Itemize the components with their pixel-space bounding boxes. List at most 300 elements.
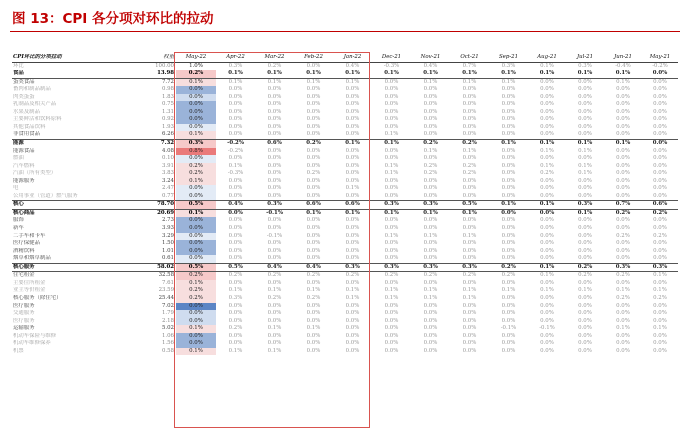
value-cell: 0.1% [267,287,282,294]
value-cell: 0.0% [267,185,282,192]
may-22-cell: 0.0% [176,217,216,225]
value-cell: 0.0% [653,123,667,130]
value-cell: 0.0% [501,232,516,239]
value-cell: 0.1% [566,70,604,78]
value-cell: 0.0% [267,116,282,123]
value-cell: 0.0% [566,193,604,201]
may-22-cell: 1.0% [189,62,203,69]
value-cell: 0.1% [228,287,243,294]
value-cell: 0.0% [267,225,282,232]
may-22-cell: 0.0% [176,86,216,94]
value-cell: 0.0% [578,302,592,309]
row-weight: 7.02 [161,302,174,309]
value-cell: 0.2% [228,325,243,332]
value-cell: 0.1% [306,325,321,332]
may-22-cell: 0.5% [176,263,216,272]
value-cell: 0.1% [540,287,554,294]
row-label: 核心商品 [13,209,35,216]
table-row [12,163,678,171]
value-cell: 0.0% [306,93,321,100]
table-row [12,94,678,102]
month-header: Jan-22 [333,54,372,62]
value-cell: 0.1% [462,78,477,85]
value-cell: 0.3% [411,201,450,210]
row-label: 业主等价租金 [13,287,46,294]
value-cell: 0.0% [501,302,516,309]
may-22-cell: 0.0% [176,233,216,241]
row-label: 机动车维修保养 [13,340,51,347]
value-cell: 0.3% [642,263,678,272]
value-cell: 0.0% [423,225,438,232]
value-cell: 0.0% [306,217,321,224]
value-cell: 0.0% [616,170,630,177]
value-cell: 0.0% [267,101,282,108]
row-weight: 3.24 [161,177,174,184]
may-22-cell: 0.0% [176,94,216,102]
value-cell: 0.0% [345,177,360,184]
table-row [12,225,678,233]
value-cell: 0.0% [578,86,592,93]
value-cell: 0.0% [423,217,438,224]
value-cell: 0.0% [501,116,516,123]
value-cell: 0.0% [540,232,554,239]
value-cell: 0.0% [501,279,516,286]
may-22-cell: 0.0% [176,185,216,193]
value-cell: 0.0% [540,108,554,115]
value-cell: 0.0% [528,193,566,201]
row-label: 畜肉和制品制品 [13,86,51,93]
may-22-cell: 0.0% [176,155,216,163]
month-header: Mar-22 [255,54,294,62]
may-22-cell: 0.1% [176,78,216,86]
value-cell: 0.0% [616,108,630,115]
figure-title: 图 13：CPI 各分项对环比的拉动 [12,11,214,27]
value-cell: 0.0% [267,247,282,254]
value-cell: 0.0% [616,162,630,169]
value-cell: 0.0% [384,347,399,354]
row-label: 服饰 [13,217,24,224]
may-22-cell: 0.0% [176,255,216,263]
row-weight: 7.72 [161,78,174,85]
table-row [12,263,678,272]
value-cell: 0.0% [345,147,360,154]
value-cell: 0.0% [216,193,255,201]
value-cell: 0.0% [423,279,438,286]
value-cell: 0.0% [345,225,360,232]
value-cell: 0.0% [423,325,438,332]
value-cell: 0.3% [372,263,411,272]
value-cell: 0.3% [255,201,294,210]
value-cell: 0.0% [462,247,477,254]
value-cell: 0.0% [462,340,477,347]
value-cell: 0.0% [501,340,516,347]
value-cell: 0.0% [345,279,360,286]
value-cell: 0.0% [653,177,667,184]
value-cell: 0.2% [306,140,321,147]
row-weight: 32.58 [158,272,174,279]
value-cell: 0.0% [423,177,438,184]
value-cell: 0.0% [345,108,360,115]
row-weight: 25.44 [158,294,174,301]
value-cell: 0.6% [642,201,678,210]
value-cell: -0.2% [652,62,668,69]
value-cell: 0.0% [653,162,667,169]
value-cell: 0.0% [411,193,450,201]
value-cell: 0.0% [462,302,477,309]
value-cell: 0.0% [423,347,438,354]
value-cell: 0.1% [423,147,438,154]
value-cell: 0.0% [345,240,360,247]
value-cell: 0.1% [345,294,360,301]
value-cell: 0.0% [578,232,592,239]
value-cell: 0.0% [501,86,516,93]
value-cell: 0.0% [267,310,282,317]
value-cell: 0.0% [267,317,282,324]
value-cell: 0.0% [540,155,554,162]
row-label: 乳制品及相关产品 [13,101,57,108]
value-cell: 0.0% [501,347,516,354]
value-cell: 0.1% [345,209,360,216]
value-cell: 0.1% [384,232,399,239]
table-row [12,209,678,217]
value-cell: -0.2% [227,140,244,147]
value-cell: 0.0% [462,217,477,224]
value-cell: 0.0% [539,209,555,216]
value-cell: 0.0% [616,86,630,93]
value-cell: 0.0% [578,294,592,301]
value-cell: 0.0% [294,131,333,139]
value-cell: 0.0% [540,317,554,324]
value-cell: 0.0% [616,317,630,324]
table-row [12,248,678,256]
value-cell: 0.1% [423,294,438,301]
value-cell: 0.2% [653,294,667,301]
may-22-cell: 0.1% [176,178,216,186]
value-cell: 0.1% [616,78,630,85]
value-cell: 0.0% [578,93,592,100]
value-cell: 0.0% [540,240,554,247]
may-22-cell: 0.2% [176,70,216,78]
value-cell: 0.0% [228,332,243,339]
may-22-cell: 0.0% [176,303,216,311]
may-22-cell: 0.0% [176,318,216,326]
value-cell: 0.0% [616,340,630,347]
value-cell: 0.0% [228,155,243,162]
value-cell: 0.0% [578,108,592,115]
value-cell: 0.0% [616,240,630,247]
value-cell: -0.1% [500,325,517,332]
value-cell: 0.0% [501,93,516,100]
may-22-cell: 0.5% [176,201,216,210]
value-cell: 0.0% [501,147,516,154]
value-cell: 0.0% [578,317,592,324]
value-cell: 0.0% [501,225,516,232]
may-22-cell: 0.0% [176,225,216,233]
value-cell: 0.0% [306,162,321,169]
row-weight: 78.70 [132,201,176,210]
value-cell: 0.3% [566,201,604,210]
value-cell: 0.2% [616,272,630,279]
value-cell: 0.0% [616,279,630,286]
row-label: 其他食品饮料 [13,123,46,130]
value-cell: 0.0% [345,217,360,224]
row-weight: 0.77 [132,193,176,201]
value-cell: 0.0% [653,86,667,93]
value-cell: 0.3% [501,62,516,69]
value-cell: 0.0% [653,340,667,347]
may-22-cell: 0.0% [176,193,216,201]
table-row [12,280,678,288]
value-cell: 0.1% [489,70,528,78]
value-cell: 0.1% [578,162,592,169]
row-label: 肉类蛋蛋 [13,93,35,100]
value-cell: 0.0% [306,108,321,115]
value-cell: 0.0% [578,185,592,192]
value-cell: 0.7% [462,62,477,69]
month-header: Nov-21 [411,54,450,62]
value-cell: 0.2% [462,162,477,169]
row-weight: 0.58 [161,347,174,354]
value-cell: 0.0% [384,108,399,115]
value-cell: 0.1% [216,70,255,78]
row-weight: 5.02 [161,325,174,332]
value-cell: 0.0% [616,101,630,108]
value-cell: 0.1% [540,147,554,154]
value-cell: 0.0% [306,340,321,347]
value-cell: 0.0% [423,310,438,317]
row-label: 电 [13,185,19,192]
value-cell: 0.1% [615,140,631,147]
value-cell: 0.2% [228,272,243,279]
value-cell: 0.0% [423,155,438,162]
value-cell: 0.3% [411,263,450,272]
value-cell: 0.0% [384,340,399,347]
value-cell: 0.1% [372,131,411,139]
value-cell: 0.0% [384,317,399,324]
value-cell: 0.0% [306,310,321,317]
table-row [12,86,678,94]
value-cell: 0.5% [216,263,255,272]
value-cell: 0.6% [294,201,333,210]
value-cell: 0.0% [462,332,477,339]
value-cell: 0.0% [384,147,399,154]
row-weight: 2.18 [161,317,174,324]
value-cell: 0.0% [653,116,667,123]
value-cell: 0.1% [306,78,321,85]
value-cell: 0.0% [616,116,630,123]
value-cell: 0.0% [228,123,243,130]
value-cell: 0.0% [653,279,667,286]
value-cell: 0.1% [578,287,592,294]
value-cell: 0.0% [450,255,489,263]
value-cell: 0.1% [423,209,438,216]
value-cell: 0.0% [462,177,477,184]
may-22-cell: 0.1% [176,131,216,139]
value-cell: 0.0% [384,177,399,184]
month-header: Dec-21 [372,54,411,62]
value-cell: 0.0% [345,232,360,239]
value-cell: 0.0% [345,162,360,169]
value-cell: 0.0% [462,310,477,317]
value-cell: 0.0% [216,255,255,263]
value-cell: 0.0% [228,240,243,247]
value-cell: 0.2% [462,170,477,177]
value-cell: 0.0% [306,347,321,354]
may-22-cell: 0.2% [176,272,216,280]
value-cell: 0.0% [423,340,438,347]
value-cell: 0.2% [462,272,477,279]
row-label: 主要鲜活和饮料原料 [13,116,62,123]
row-label: 核心服务（除住宅） [13,294,62,301]
table-row [12,109,678,117]
value-cell: 0.0% [462,123,477,130]
value-cell: 0.0% [345,93,360,100]
value-cell: 0.0% [578,217,592,224]
value-cell: 0.0% [642,255,678,263]
value-cell: -0.1% [266,209,283,216]
value-cell: 0.0% [345,332,360,339]
value-cell: 0.1% [255,70,294,78]
row-label: 医疗服务 [13,302,35,309]
value-cell: 0.3% [450,263,489,272]
value-cell: 0.2% [462,140,477,147]
value-cell: 0.0% [578,123,592,130]
value-cell: 0.0% [267,332,282,339]
month-header: May-22 [176,54,216,62]
value-cell: 0.0% [653,155,667,162]
value-cell: 0.0% [653,101,667,108]
value-cell: 0.1% [372,70,411,78]
value-cell: 0.0% [267,340,282,347]
row-label: 住宅租金 [13,272,35,279]
row-weight: 1.79 [161,310,174,317]
row-label: 公用事业（管道）燃气服务 [12,193,132,201]
value-cell: 0.1% [450,70,489,78]
value-cell: 0.0% [616,155,630,162]
value-cell: 0.4% [255,263,294,272]
value-cell: 0.3% [372,201,411,210]
value-cell: 0.0% [616,347,630,354]
weight-header: 权重 [132,54,176,62]
value-cell: 0.0% [652,140,668,147]
value-cell: 0.0% [267,93,282,100]
value-cell: 0.0% [384,123,399,130]
value-cell: 0.0% [578,340,592,347]
value-cell: 0.1% [294,70,333,78]
may-22-cell: 0.0% [176,333,216,341]
value-cell: 0.2% [616,232,630,239]
value-cell: 0.1% [489,201,528,210]
value-cell: 0.0% [228,302,243,309]
value-cell: 0.0% [489,255,528,263]
value-cell: 0.0% [653,170,667,177]
value-cell: 0.0% [345,170,360,177]
value-cell: 0.0% [501,170,516,177]
value-cell: 0.0% [501,317,516,324]
value-cell: 0.0% [306,147,321,154]
value-cell: 0.0% [345,116,360,123]
row-weight: 3.29 [161,232,174,239]
table-row [12,340,678,348]
value-cell: 0.0% [653,78,667,85]
value-cell: 0.0% [540,185,554,192]
table-row [12,255,678,263]
value-cell: 0.0% [540,116,554,123]
value-cell: 0.0% [501,332,516,339]
row-weight: 0.98 [161,86,174,93]
row-weight: 3.91 [161,162,174,169]
value-cell: 0.0% [653,225,667,232]
value-cell: 0.0% [578,347,592,354]
row-label: 核心 [12,201,132,210]
value-cell: 0.2% [423,170,438,177]
value-cell: 0.3% [578,62,592,69]
value-cell: 0.0% [501,209,516,216]
value-cell: 0.0% [255,255,294,263]
value-cell: 0.0% [345,310,360,317]
value-cell: 0.0% [462,86,477,93]
value-cell: 0.0% [333,193,372,201]
may-22-cell: 0.0% [176,109,216,117]
table-row [12,240,678,248]
table-row [12,185,678,193]
value-cell: 0.0% [372,193,411,201]
value-cell: 0.0% [450,131,489,139]
value-cell: 0.1% [267,325,282,332]
row-label: 机动车保险与维修 [13,332,57,339]
row-weight: 6.26 [132,131,176,139]
value-cell: 0.2% [615,209,631,216]
value-cell: 0.1% [462,294,477,301]
value-cell: 0.0% [540,101,554,108]
value-cell: 0.0% [384,217,399,224]
value-cell: 0.2% [306,294,321,301]
value-cell: 0.0% [642,193,678,201]
value-cell: 0.0% [267,177,282,184]
value-cell: 0.0% [462,325,477,332]
value-cell: 0.0% [653,317,667,324]
value-cell: 0.1% [384,294,399,301]
value-cell: 0.1% [604,70,642,78]
value-cell: 0.1% [501,78,516,85]
value-cell: 0.0% [228,209,243,216]
value-cell: 0.1% [616,325,630,332]
table-row [12,303,678,311]
value-cell: 0.0% [306,279,321,286]
value-cell: 0.0% [642,70,678,78]
value-cell: 0.4% [345,62,360,69]
value-cell: 0.1% [384,209,399,216]
value-cell: 0.1% [501,287,516,294]
value-cell: 0.4% [216,201,255,210]
value-cell: 0.0% [462,279,477,286]
row-weight: 1.83 [161,93,174,100]
value-cell: 0.2% [578,272,592,279]
row-weight: 4.08 [161,147,174,154]
table-row [12,318,678,326]
row-weight: 2.47 [161,185,174,192]
value-cell: 0.2% [423,140,438,147]
row-weight: 0.92 [161,116,174,123]
row-weight: 1.01 [161,247,174,254]
may-22-cell: 0.1% [176,209,216,217]
value-cell: 0.0% [267,147,282,154]
value-cell: 0.0% [462,240,477,247]
value-cell: 0.0% [616,310,630,317]
value-cell: 0.0% [228,177,243,184]
row-weight: 0.75 [161,101,174,108]
value-cell: 0.0% [616,123,630,130]
